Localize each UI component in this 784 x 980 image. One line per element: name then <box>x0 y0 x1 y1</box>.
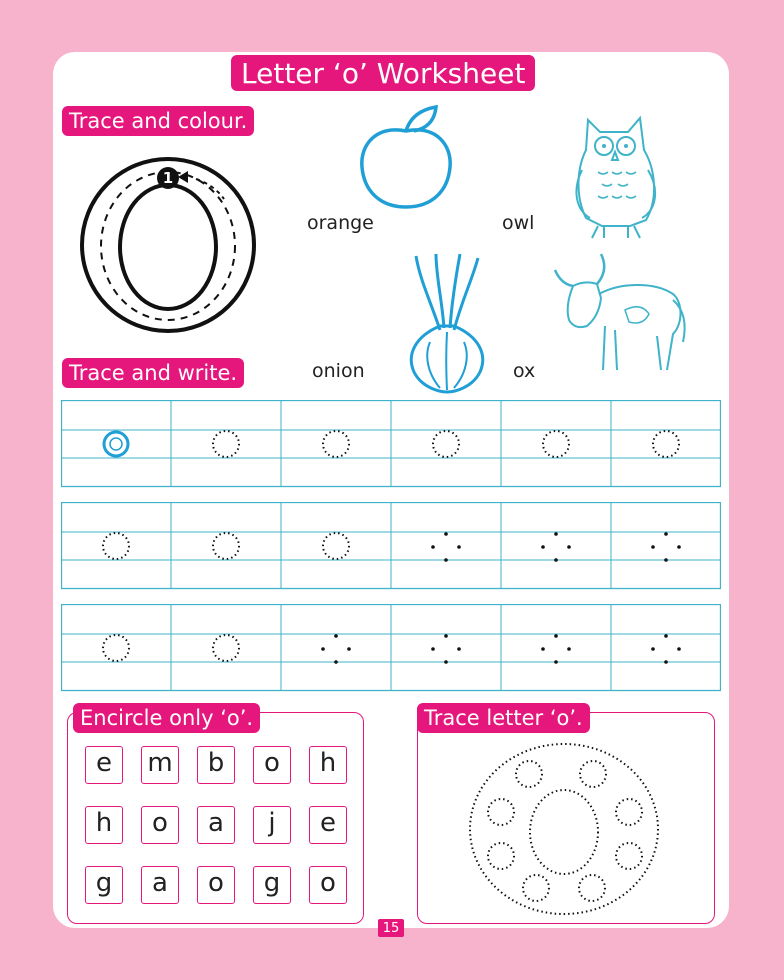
worksheet-title: Letter ‘o’ Worksheet <box>231 55 535 91</box>
letter-tile[interactable]: e <box>309 806 347 844</box>
big-letter-o-tracing[interactable] <box>78 155 258 335</box>
dotted-letter-o-tracing[interactable] <box>466 740 662 918</box>
letter-tile[interactable]: h <box>85 806 123 844</box>
writing-row-1[interactable] <box>61 400 721 488</box>
letter-tile[interactable]: o <box>309 866 347 904</box>
owl-icon <box>568 110 668 245</box>
onion-icon <box>400 250 495 395</box>
page-number: 15 <box>378 919 404 937</box>
letter-tile[interactable]: o <box>253 746 291 784</box>
letter-tile[interactable]: b <box>197 746 235 784</box>
letter-tile[interactable]: j <box>253 806 291 844</box>
orange-icon <box>356 103 456 213</box>
section-label-trace-colour: Trace and colour. <box>62 106 254 136</box>
ox-icon <box>545 250 695 378</box>
writing-row-3[interactable] <box>61 604 721 692</box>
letter-tile[interactable]: m <box>141 746 179 784</box>
letter-tile[interactable]: a <box>141 866 179 904</box>
letter-tile[interactable]: a <box>197 806 235 844</box>
word-owl: owl <box>502 212 535 234</box>
letter-tile[interactable]: e <box>85 746 123 784</box>
word-ox: ox <box>513 360 536 382</box>
word-orange: orange <box>307 212 374 234</box>
letter-tile[interactable]: o <box>197 866 235 904</box>
word-onion: onion <box>312 360 365 382</box>
section-label-trace-letter: Trace letter ‘o’. <box>417 703 590 733</box>
letter-tile[interactable]: o <box>141 806 179 844</box>
letter-tile[interactable]: g <box>85 866 123 904</box>
letter-tile[interactable]: g <box>253 866 291 904</box>
stroke-number-badge: 1 <box>162 169 174 187</box>
section-label-trace-write: Trace and write. <box>62 358 244 388</box>
letter-tile[interactable]: h <box>309 746 347 784</box>
writing-row-2[interactable] <box>61 502 721 590</box>
section-label-encircle: Encircle only ‘o’. <box>73 703 260 733</box>
